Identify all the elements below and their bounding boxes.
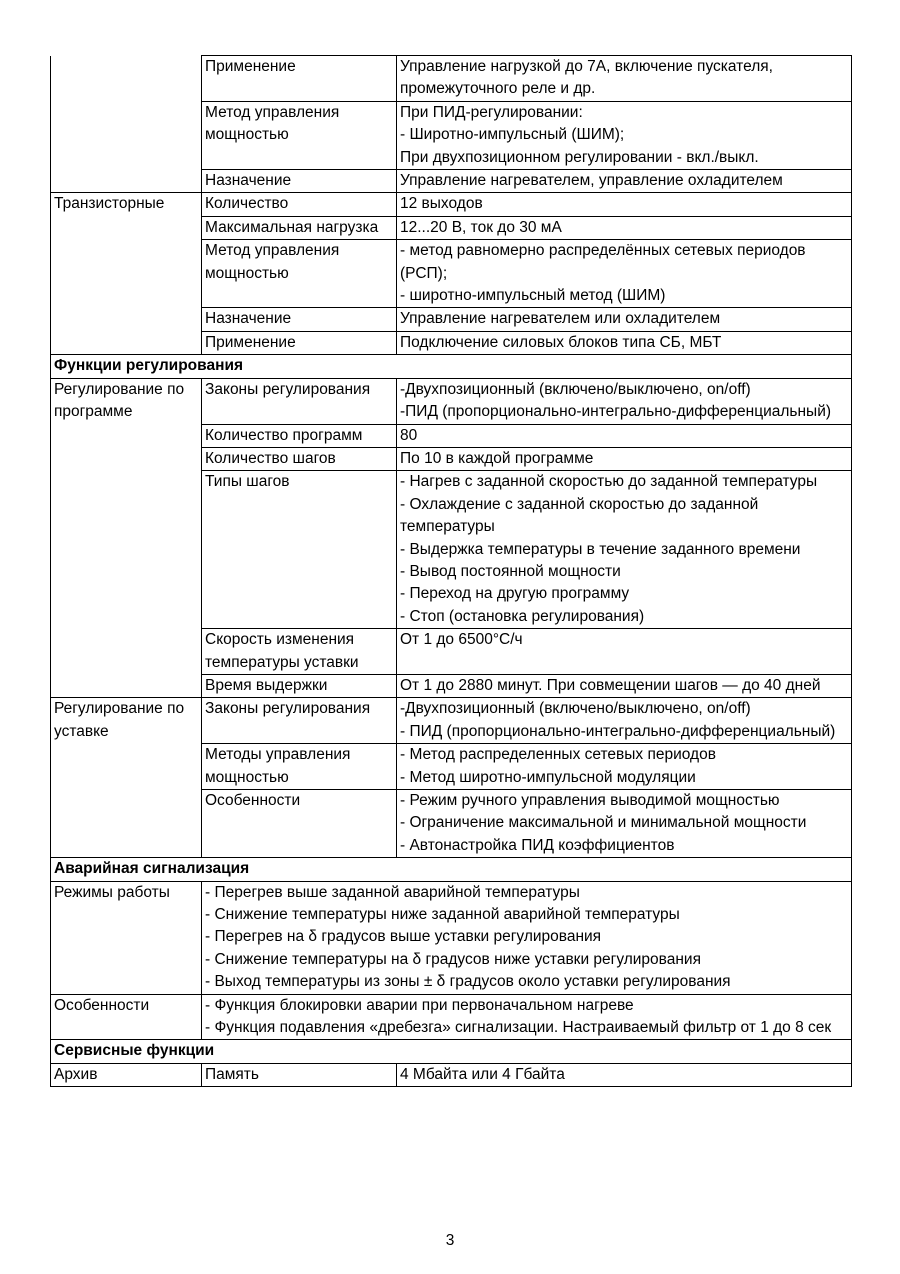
table-row (51, 674, 852, 697)
value-line: - Ограничение максимальной и минимальной мощности (400, 814, 807, 832)
value-cell (397, 471, 852, 629)
param-cell: Применение (202, 331, 397, 354)
value-cell (397, 698, 852, 744)
param-cell: Метод управления мощностью (202, 101, 397, 169)
section-heading: Сервисные функции (51, 1040, 852, 1063)
table-row (51, 881, 852, 994)
value-cell: По 10 в каждой программе (397, 447, 852, 470)
table-row (51, 308, 852, 331)
value-line: - Стоп (остановка регулирования) (400, 607, 645, 625)
param-cell: Время выдержки (202, 674, 397, 697)
param-cell: Назначение (202, 170, 397, 193)
param-cell: Применение (202, 56, 397, 102)
value-cell: Управление нагревателем или охладителем (397, 308, 852, 331)
param-cell: Количество (202, 193, 397, 216)
value-line: При двухпозиционном регулировании - вкл./выкл. (400, 148, 759, 166)
value-cell (397, 378, 852, 424)
section-row (51, 355, 852, 378)
group-cell (51, 674, 202, 697)
value-cell: Подключение силовых блоков типа СБ, МБТ (397, 331, 852, 354)
table-row (51, 790, 852, 858)
value-line: - метод равномерно распределённых сетевых периодов (РСП); (400, 242, 806, 282)
value-line: - Перегрев выше заданной аварийной температуры (205, 883, 580, 901)
section-heading: Функции регулирования (51, 355, 852, 378)
value-cell (397, 744, 852, 790)
page-number: 3 (445, 1232, 455, 1249)
table-row (51, 424, 852, 447)
value-line: - Функция подавления «дребезга» сигнализации. Настраиваемый фильтр от 1 до 8 сек (205, 1019, 832, 1037)
param-cell: Метод управления мощностью (202, 240, 397, 308)
value-cell: От 1 до 2880 минут. При совмещении шагов — до 40 дней (397, 674, 852, 697)
table-row (51, 994, 852, 1040)
group-cell: Регулирование по уставке (51, 698, 202, 744)
group-cell (51, 56, 202, 102)
table-row (51, 101, 852, 169)
value-cell (202, 994, 852, 1040)
section-row (51, 858, 852, 881)
table-row (51, 471, 852, 629)
group-cell (51, 629, 202, 675)
param-cell: Память (202, 1063, 397, 1086)
table-row (51, 193, 852, 216)
value-line: -Двухпозиционный (включено/выключено, on/off) (400, 700, 751, 718)
value-cell (397, 101, 852, 169)
value-line: - Нагрев с заданной скоростью до заданной температуры (400, 473, 818, 491)
group-cell: Архив (51, 1063, 202, 1086)
param-cell: Методы управления мощностью (202, 744, 397, 790)
group-cell (51, 744, 202, 790)
table-row (51, 170, 852, 193)
table-row (51, 447, 852, 470)
param-cell: Количество шагов (202, 447, 397, 470)
table-row (51, 1063, 852, 1086)
table-row (51, 240, 852, 308)
param-cell: Количество программ (202, 424, 397, 447)
value-cell: 12...20 В, ток до 30 мА (397, 216, 852, 239)
value-cell (397, 240, 852, 308)
value-line: - Перегрев на δ градусов выше уставки регулирования (205, 928, 602, 946)
group-cell (51, 331, 202, 354)
value-cell: Управление нагрузкой до 7А, включение пускателя, промежуточного реле и др. (397, 56, 852, 102)
value-cell: 4 Мбайта или 4 Гбайта (397, 1063, 852, 1086)
table-row (51, 331, 852, 354)
section-heading: Аварийная сигнализация (51, 858, 852, 881)
value-line: - Широтно-импульсный (ШИМ); (400, 126, 625, 144)
param-cell: Типы шагов (202, 471, 397, 629)
value-line: При ПИД-регулировании: (400, 103, 583, 121)
group-cell (51, 471, 202, 629)
table-row (51, 698, 852, 744)
value-line: - Переход на другую программу (400, 585, 630, 603)
spec-table (50, 55, 852, 1087)
value-line: - Выдержка температуры в течение заданного времени (400, 540, 801, 558)
value-cell: От 1 до 6500°С/ч (397, 629, 852, 675)
section-row (51, 1040, 852, 1063)
value-line: - Режим ручного управления выводимой мощностью (400, 792, 780, 809)
table-row (51, 744, 852, 790)
param-cell: Скорость изменения температуры уставки (202, 629, 397, 675)
value-cell: 80 (397, 424, 852, 447)
value-cell (202, 881, 852, 994)
group-cell (51, 447, 202, 470)
table-row (51, 629, 852, 675)
value-line: - Снижение температуры на δ градусов ниже уставки регулирования (205, 950, 701, 968)
group-cell: Режимы работы (51, 881, 202, 994)
group-cell (51, 240, 202, 308)
param-cell: Максимальная нагрузка (202, 216, 397, 239)
group-cell: Транзисторные (51, 193, 202, 216)
table-row (51, 56, 852, 102)
group-cell (51, 790, 202, 858)
value-line: - Метод распределенных сетевых периодов (400, 746, 716, 764)
value-line: - Вывод постоянной мощности (400, 562, 621, 580)
value-cell (397, 790, 852, 858)
value-line: - Выход температуры из зоны ± δ градусов около уставки регулирования (205, 973, 731, 991)
value-line: - Функция блокировки аварии при первоначальном нагреве (205, 996, 634, 1014)
value-line: -Двухпозиционный (включено/выключено, on/off) (400, 380, 751, 398)
group-cell (51, 308, 202, 331)
value-cell: Управление нагревателем, управление охладителем (397, 170, 852, 193)
param-cell: Особенности (202, 790, 397, 858)
value-line: - широтно-импульсный метод (ШИМ) (400, 287, 666, 305)
value-line: -ПИД (пропорционально-интегрально-дифференциальный) (400, 403, 832, 421)
value-line: - ПИД (пропорционально-интегрально-дифференциальный) (400, 722, 836, 740)
value-line: - Снижение температуры ниже заданной аварийной температуры (205, 906, 680, 924)
param-cell: Назначение (202, 308, 397, 331)
group-cell: Регулирование по программе (51, 378, 202, 424)
group-cell: Особенности (51, 994, 202, 1040)
table-row (51, 216, 852, 239)
value-line: - Охлаждение с заданной скоростью до заданной температуры (400, 495, 759, 536)
table-row (51, 378, 852, 424)
value-cell: 12 выходов (397, 193, 852, 216)
group-cell (51, 424, 202, 447)
param-cell: Законы регулирования (202, 378, 397, 424)
group-cell (51, 216, 202, 239)
group-cell (51, 170, 202, 193)
value-line: - Метод широтно-импульсной модуляции (400, 768, 696, 786)
param-cell: Законы регулирования (202, 698, 397, 744)
group-cell (51, 101, 202, 169)
value-line: - Автонастройка ПИД коэффициентов (400, 836, 675, 854)
